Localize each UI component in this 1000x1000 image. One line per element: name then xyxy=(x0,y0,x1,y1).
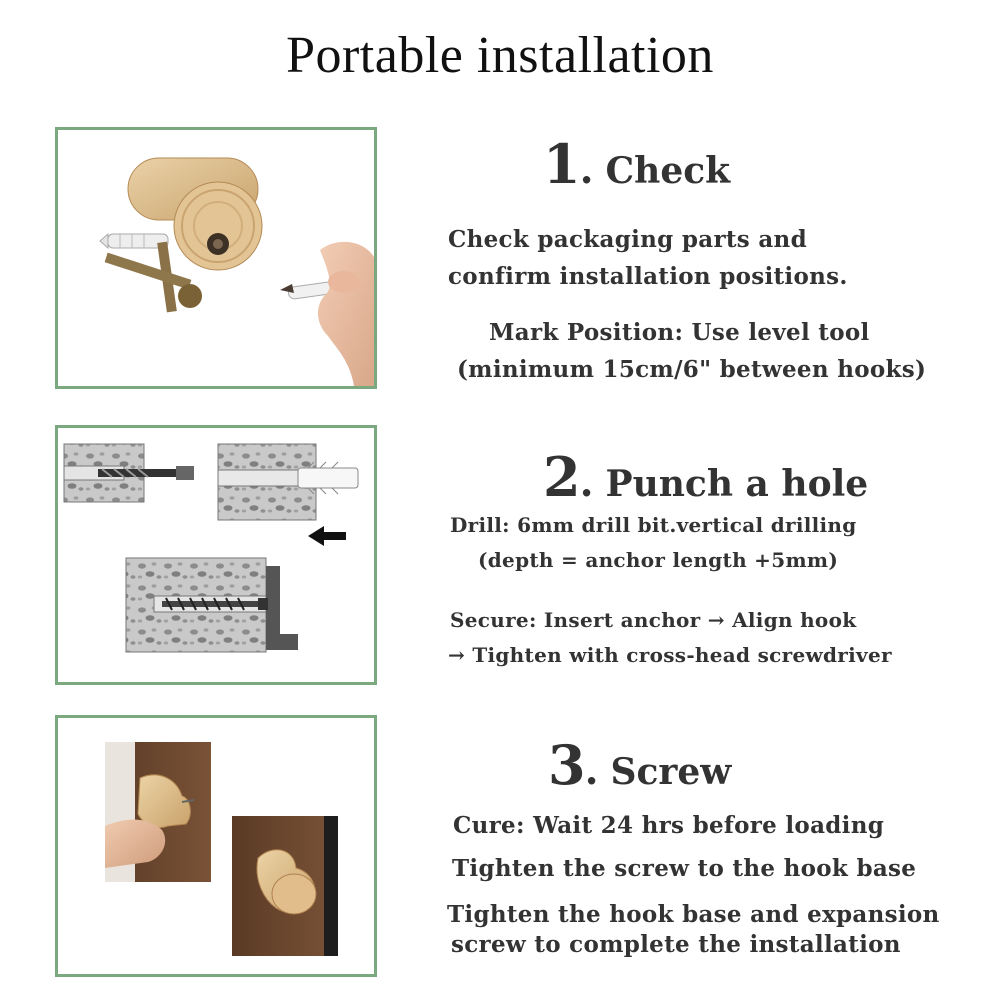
step1-heading xyxy=(543,132,730,196)
step2-line4: → Tighten with cross-head screwdriver xyxy=(448,643,892,667)
step-dot: . xyxy=(579,146,594,193)
step2-heading xyxy=(543,445,868,509)
step1-line1: Check packaging parts and xyxy=(448,226,807,253)
step3-heading xyxy=(548,733,731,797)
step1-illustration xyxy=(55,127,377,389)
page-title: Portable installation xyxy=(286,27,714,84)
step2-illustration xyxy=(55,425,377,685)
step2-line1: Drill: 6mm drill bit.vertical drilling xyxy=(450,513,857,537)
insert-arrow-icon xyxy=(308,526,346,546)
step1-line3: Mark Position: Use level tool xyxy=(489,319,870,346)
installed-hook-photo xyxy=(232,816,338,956)
step-title: Check xyxy=(605,150,731,192)
step-title: Punch a hole xyxy=(605,463,869,505)
step-dot: . xyxy=(579,459,594,506)
step3-line3: Tighten the hook base and expansion xyxy=(447,901,940,928)
step-number: 2 xyxy=(543,445,580,509)
hand-with-pen-icon xyxy=(280,242,374,386)
step1-line4: (minimum 15cm/6" between hooks) xyxy=(457,356,927,383)
step-title: Screw xyxy=(610,751,732,793)
step1-line2: confirm installation positions. xyxy=(448,263,848,290)
step-number: 1 xyxy=(543,132,580,196)
wooden-hook-icon xyxy=(128,158,262,270)
drill-diagram-icon xyxy=(64,444,194,502)
step2-line3: Secure: Insert anchor → Align hook xyxy=(450,608,857,632)
anchor-insert-diagram-icon xyxy=(218,444,358,520)
step3-line2: Tighten the screw to the hook base xyxy=(452,855,917,882)
screw-fastening-diagram-icon xyxy=(126,558,298,652)
hand-installing-hook-photo xyxy=(105,742,211,882)
step-number: 3 xyxy=(548,733,585,797)
step3-line4: screw to complete the installation xyxy=(451,931,901,958)
step2-line2: (depth = anchor length +5mm) xyxy=(478,548,839,572)
step-dot: . xyxy=(584,747,599,794)
step3-line1: Cure: Wait 24 hrs before loading xyxy=(453,812,885,839)
step3-illustration xyxy=(55,715,377,977)
